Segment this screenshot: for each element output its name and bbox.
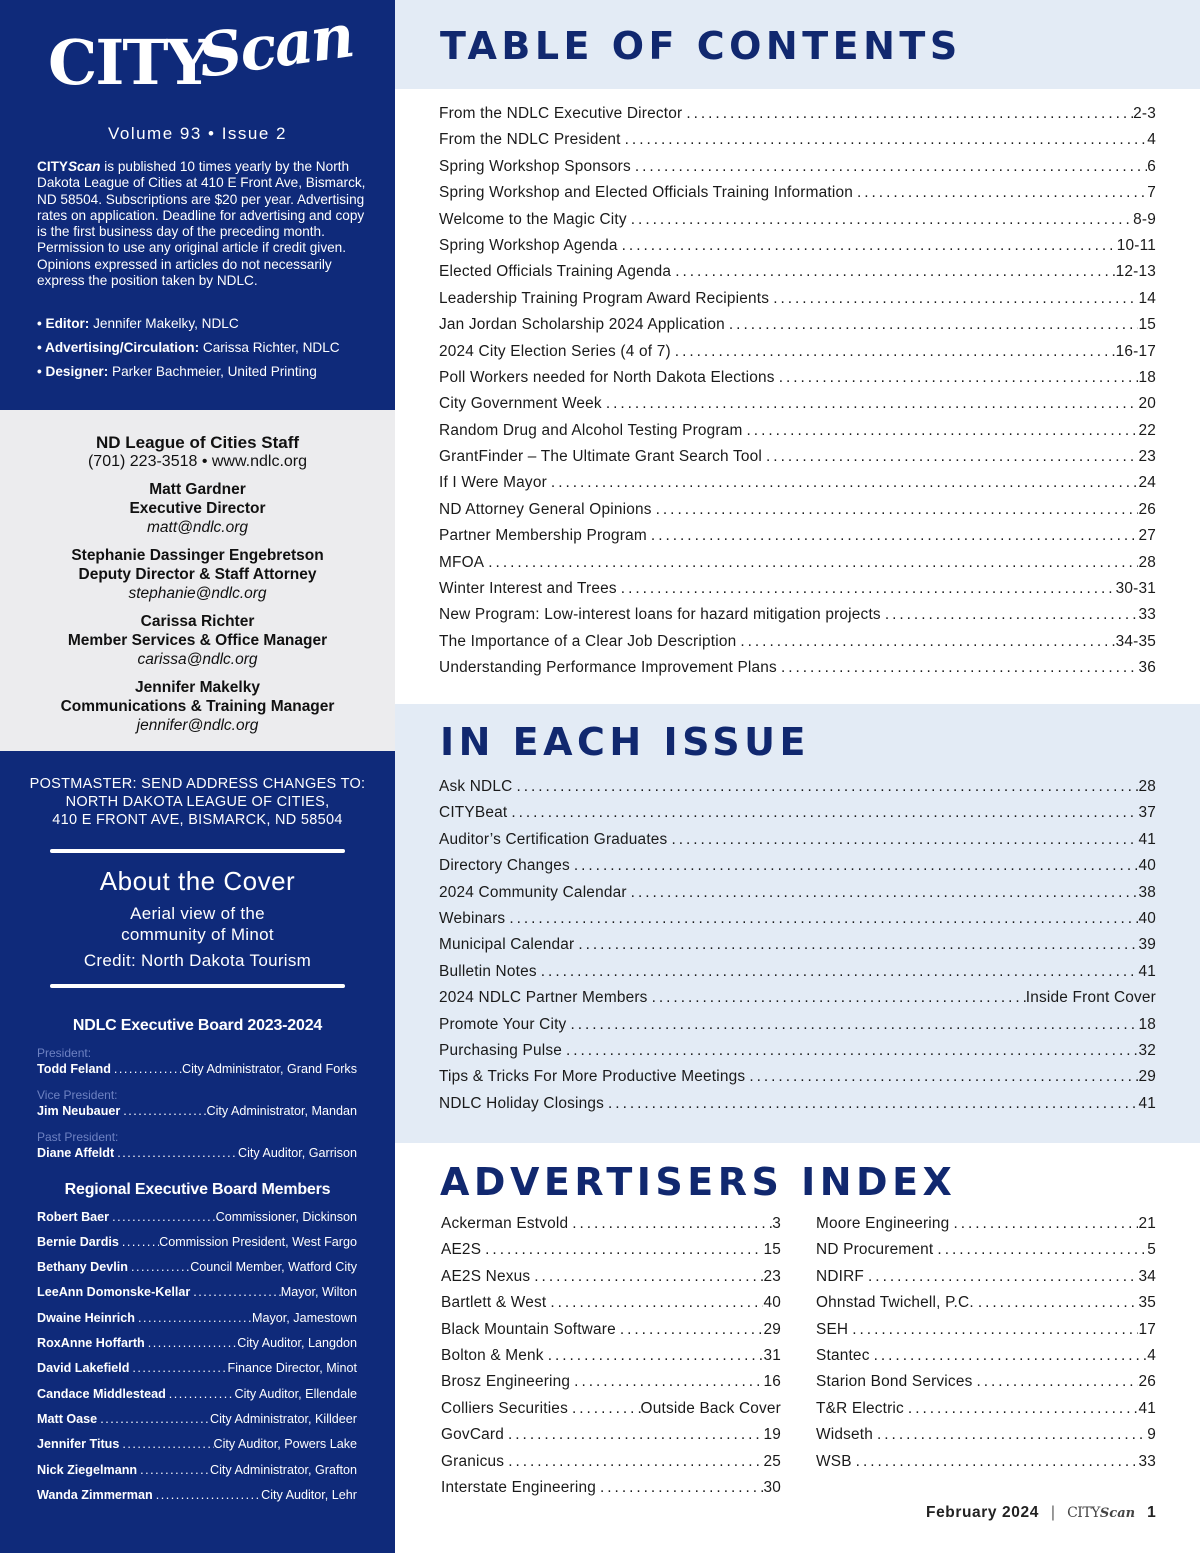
page-number: 1: [1147, 1504, 1156, 1521]
logo-city-text: CITY: [48, 26, 209, 99]
toc-entry[interactable]: From the NDLC President ..... 4: [439, 131, 1156, 157]
email-link[interactable]: matt@ndlc.org: [146, 519, 249, 536]
cityscan-logo: [48, 1, 368, 112]
cover-description: Aerial view of the community of Minot: [121, 904, 274, 944]
publication-info: [37, 159, 377, 289]
advertiser-entry[interactable]: Black Mountain Software ..... 29: [441, 1321, 781, 1347]
advertiser-entry[interactable]: T&R Electric ..... 41: [816, 1400, 1156, 1426]
toc-entry[interactable]: 2024 City Election Series (4 of 7) ..... 16-17: [439, 343, 1156, 369]
board-row: Diane Affeldt ..... City Auditor, Garrison: [37, 1145, 357, 1161]
toc-entry[interactable]: Elected Officials Training Agenda ..... 12-13: [439, 263, 1156, 289]
exec-board-title: NDLC Executive Board 2023-2024: [72, 1017, 323, 1034]
toc-entry[interactable]: New Program: Low-interest loans for hazard mitigation projects ..... 33: [439, 606, 1156, 632]
toc-entry[interactable]: Spring Workshop Sponsors ..... 6: [439, 158, 1156, 184]
pub-text: is published 10 times yearly by the North Dakota League of Cities at 410 E Front Ave, Bismarck, ND 58504. Subscriptions are $20 per year. Advertising rates on application. Deadline for advertising and copy is the first business day of the preceding month. Permission to use any original article if credit given. Opinions expressed in articles do not necessarily express the position taken by NDLC.: [37, 159, 366, 289]
toc-entry[interactable]: If I Were Mayor ..... 24: [439, 474, 1156, 500]
staff-member: Carissa Richter Member Services & Office Manager carissa@ndlc.org: [0, 612, 395, 669]
issue-date: February 2024: [926, 1504, 1039, 1521]
each-issue-entry[interactable]: 2024 Community Calendar ..... 38: [439, 884, 1156, 910]
board-row: LeeAnn Domonske-Kellar ..... Mayor, Wilton: [37, 1284, 357, 1300]
toc-entry[interactable]: Jan Jordan Scholarship 2024 Application ..... 15: [439, 316, 1156, 342]
cover-credit: Credit: North Dakota Tourism: [83, 951, 312, 970]
sidebar: [0, 0, 395, 1553]
board-row: Dwaine Heinrich ..... Mayor, Jamestown: [37, 1310, 357, 1326]
email-link[interactable]: stephanie@ndlc.org: [128, 585, 267, 602]
staff-member: Matt Gardner Executive Director matt@ndlc.org: [0, 480, 395, 537]
each-issue-entry[interactable]: CITYBeat ..... 37: [439, 804, 1156, 830]
each-issue-entry[interactable]: Bulletin Notes ..... 41: [439, 963, 1156, 989]
board-row: Jennifer Titus ..... City Auditor, Powers Lake: [37, 1436, 357, 1452]
staff-member: Jennifer Makelky Communications & Training Manager jennifer@ndlc.org: [0, 678, 395, 735]
toc-entry[interactable]: Spring Workshop and Elected Officials Training Information ..... 7: [439, 184, 1156, 210]
advertiser-entry[interactable]: Bartlett & West ..... 40: [441, 1294, 781, 1320]
each-issue-entry[interactable]: Webinars ..... 40: [439, 910, 1156, 936]
cover-title: About the Cover: [99, 866, 296, 896]
advertiser-entry[interactable]: Interstate Engineering ..... 30: [441, 1479, 781, 1505]
toc-entry[interactable]: Random Drug and Alcohol Testing Program ..... 22: [439, 422, 1156, 448]
email-link[interactable]: carissa@ndlc.org: [137, 651, 258, 668]
toc-entry[interactable]: Spring Workshop Agenda ..... 10-11: [439, 237, 1156, 263]
toc-entry[interactable]: Understanding Performance Improvement Plans ..... 36: [439, 659, 1156, 685]
each-issue-entry[interactable]: Promote Your City ..... 18: [439, 1016, 1156, 1042]
toc-entry[interactable]: ND Attorney General Opinions ..... 26: [439, 501, 1156, 527]
toc-title: TABLE OF CONTENTS: [440, 24, 962, 68]
footer-logo-scan: Scan: [1099, 1505, 1136, 1521]
regional-board-title: Regional Executive Board Members: [64, 1181, 331, 1198]
staff-contact: (701) 223-3518 • www.ndlc.org: [87, 453, 308, 470]
staff-member: Stephanie Dassinger Engebretson Deputy Director & Staff Attorney stephanie@ndlc.org: [0, 546, 395, 603]
footer-separator: |: [1050, 1504, 1056, 1521]
volume-issue: Volume 93 • Issue 2: [107, 124, 288, 143]
advertiser-entry[interactable]: AE2S Nexus ..... 23: [441, 1268, 781, 1294]
toc-entry[interactable]: GrantFinder – The Ultimate Grant Search Tool ..... 23: [439, 448, 1156, 474]
board-row: David Lakefield ..... Finance Director, Minot: [37, 1360, 357, 1376]
staff-title: ND League of Cities Staff: [95, 433, 300, 452]
advertiser-entry[interactable]: NDIRF ..... 34: [816, 1268, 1156, 1294]
toc-entry[interactable]: Winter Interest and Trees ..... 30-31: [439, 580, 1156, 606]
board-row: Bethany Devlin ..... Council Member, Watford City: [37, 1259, 357, 1275]
toc-entry[interactable]: Leadership Training Program Award Recipients ..... 14: [439, 290, 1156, 316]
advertiser-entry[interactable]: Brosz Engineering ..... 16: [441, 1373, 781, 1399]
page-footer: [926, 1504, 1156, 1522]
each-issue-entry[interactable]: Directory Changes ..... 40: [439, 857, 1156, 883]
advertiser-entry[interactable]: AE2S ..... 15: [441, 1241, 781, 1267]
advertisers-right-column: [816, 1215, 1156, 1479]
divider: [50, 984, 345, 988]
toc-entry[interactable]: Partner Membership Program ..... 27: [439, 527, 1156, 553]
each-issue-list: [439, 778, 1156, 1121]
footer-logo-city: CITY: [1067, 1505, 1100, 1521]
board-row: Matt Oase ..... City Administrator, Killdeer: [37, 1411, 357, 1427]
board-row: Nick Ziegelmann ..... City Administrator, Grafton: [37, 1462, 357, 1478]
credits-list: [37, 316, 382, 388]
masthead-panel: [0, 0, 395, 410]
each-issue-entry[interactable]: Tips & Tricks For More Productive Meetings ..... 29: [439, 1068, 1156, 1094]
advertiser-entry[interactable]: Ohnstad Twichell, P.C. ..... 35: [816, 1294, 1156, 1320]
advertiser-entry[interactable]: Ackerman Estvold ..... 3: [441, 1215, 781, 1241]
board-row: Wanda Zimmerman ..... City Auditor, Lehr: [37, 1487, 357, 1503]
staff-list: [0, 433, 395, 744]
email-link[interactable]: jennifer@ndlc.org: [136, 717, 259, 734]
pub-city: CITY: [37, 159, 68, 174]
board-row: RoxAnne Hoffarth ..... City Auditor, Langdon: [37, 1335, 357, 1351]
credit-designer: • Designer: Parker Bachmeier, United Printing: [37, 364, 317, 379]
advertiser-entry[interactable]: Starion Bond Services ..... 26: [816, 1373, 1156, 1399]
toc-list: [439, 105, 1156, 686]
postmaster-notice: POSTMASTER: SEND ADDRESS CHANGES TO: NORTH DAKOTA LEAGUE OF CITIES, 410 E FRONT AVE, BISMARCK, ND 58504: [29, 776, 366, 828]
credit-advertising: • Advertising/Circulation: Carissa Richter, NDLC: [37, 340, 340, 355]
advertiser-entry[interactable]: Bolton & Menk ..... 31: [441, 1347, 781, 1373]
toc-entry[interactable]: From the NDLC Executive Director ..... 2-3: [439, 105, 1156, 131]
advertiser-entry[interactable]: GovCard ..... 19: [441, 1426, 781, 1452]
each-issue-entry[interactable]: 2024 NDLC Partner Members ..... Inside Front Cover: [439, 989, 1156, 1015]
credit-editor: • Editor: Jennifer Makelky, NDLC: [37, 316, 239, 331]
advertiser-entry[interactable]: ND Procurement ..... 5: [816, 1241, 1156, 1267]
board-row: Candace Middlestead ..... City Auditor, Ellendale: [37, 1386, 357, 1402]
board-row: Robert Baer ..... Commissioner, Dickinson: [37, 1209, 357, 1225]
advertiser-entry[interactable]: WSB ..... 33: [816, 1453, 1156, 1479]
each-issue-entry[interactable]: Auditor’s Certification Graduates ..... 41: [439, 831, 1156, 857]
toc-entry[interactable]: Poll Workers needed for North Dakota Elections ..... 18: [439, 369, 1156, 395]
board-row: Jim Neubauer ..... City Administrator, Mandan: [37, 1103, 357, 1119]
divider: [50, 849, 345, 853]
logo-scan-text: Scan: [194, 1, 357, 92]
toc-entry[interactable]: The Importance of a Clear Job Description ..... 34-35: [439, 633, 1156, 659]
each-issue-entry[interactable]: NDLC Holiday Closings ..... 41: [439, 1095, 1156, 1121]
each-issue-title: IN EACH ISSUE: [440, 720, 810, 764]
board-row: Todd Feland ..... City Administrator, Grand Forks: [37, 1061, 357, 1077]
toc-entry[interactable]: MFOA ..... 28: [439, 554, 1156, 580]
each-issue-entry[interactable]: Municipal Calendar ..... 39: [439, 936, 1156, 962]
toc-entry[interactable]: Welcome to the Magic City ..... 8-9: [439, 211, 1156, 237]
advertiser-entry[interactable]: Granicus ..... 25: [441, 1453, 781, 1479]
advertisers-title: ADVERTISERS INDEX: [440, 1160, 957, 1204]
advertiser-entry[interactable]: SEH ..... 17: [816, 1321, 1156, 1347]
advertiser-entry[interactable]: Moore Engineering ..... 21: [816, 1215, 1156, 1241]
pub-scan: Scan: [67, 159, 101, 174]
advertiser-entry[interactable]: Widseth ..... 9: [816, 1426, 1156, 1452]
officer-label: Vice President:: [37, 1088, 118, 1102]
advertiser-entry[interactable]: Colliers Securities ..... Outside Back Cover: [441, 1400, 781, 1426]
officer-label: President:: [37, 1046, 92, 1060]
advertisers-left-column: [441, 1215, 781, 1505]
advertiser-entry[interactable]: Stantec ..... 4: [816, 1347, 1156, 1373]
each-issue-entry[interactable]: Ask NDLC ..... 28: [439, 778, 1156, 804]
toc-entry[interactable]: City Government Week ..... 20: [439, 395, 1156, 421]
officer-label: Past President:: [37, 1130, 119, 1144]
each-issue-entry[interactable]: Purchasing Pulse ..... 32: [439, 1042, 1156, 1068]
board-row: Bernie Dardis ..... Commission President, West Fargo: [37, 1234, 357, 1250]
